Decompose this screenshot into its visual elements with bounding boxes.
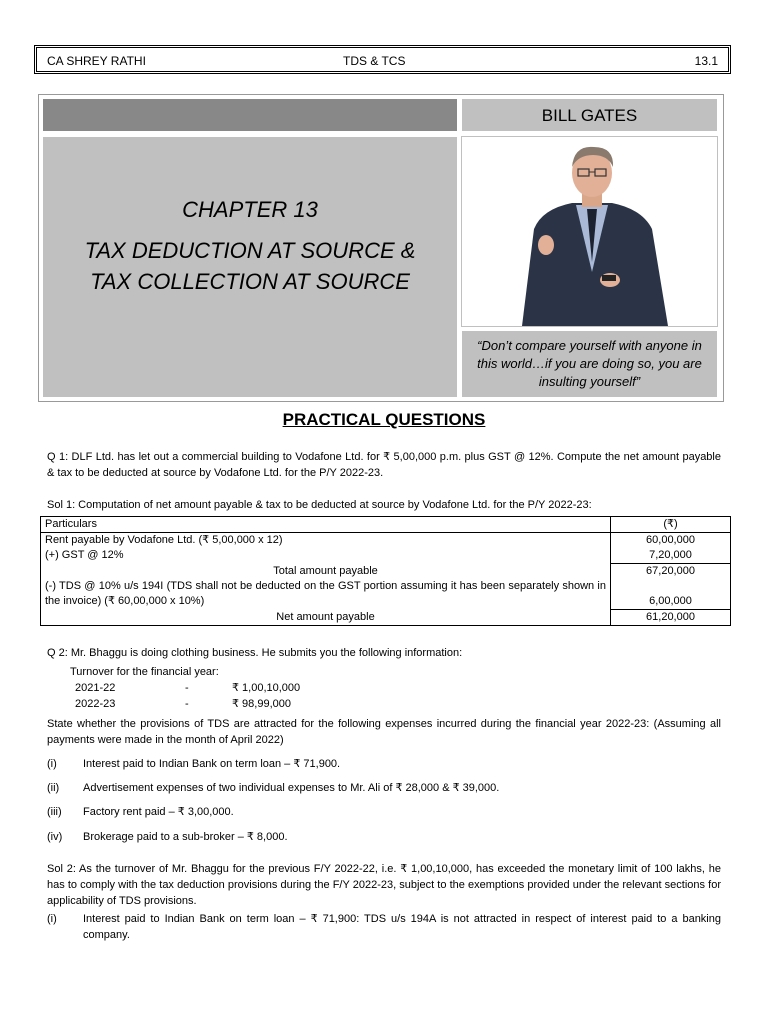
question-1: Q 1: DLF Ltd. has let out a commercial building to Vodafone Ltd. for ₹ 5,00,000 p.m. plus GST @ 12%. Compute the net amount payable & tax to be deducted at source by Vodafone Ltd. for the P/Y 2022-23. <box>47 451 721 479</box>
turnover-value-2: ₹ 98,99,000 <box>232 698 291 710</box>
row-tds-value: 6,00,000 <box>649 595 692 607</box>
turnover-dash-2: - <box>185 698 189 710</box>
person-photo-illustration <box>462 137 717 326</box>
solution-1-intro: Sol 1: Computation of net amount payable & tax to be deducted at source by Vodafone Ltd. for the P/Y 2022-23: <box>47 499 592 511</box>
item-number: (i) <box>47 913 57 925</box>
item-number: (ii) <box>47 782 60 794</box>
item-text: Interest paid to Indian Bank on term loan – ₹ 71,900. <box>83 758 341 770</box>
row-net: Net amount payable <box>41 610 611 626</box>
quote: “Don’t compare yourself with anyone in this world…if you are doing so, you are insulting yourself” <box>461 330 718 398</box>
turnover-year-2: 2022-23 <box>75 698 116 710</box>
turnover-dash-1: - <box>185 682 189 694</box>
section-title: PRACTICAL QUESTIONS <box>282 410 486 429</box>
item-text: Factory rent paid – ₹ 3,00,000. <box>83 806 234 818</box>
solution-2-text: Sol 2: As the turnover of Mr. Bhaggu for the previous F/Y 2022-22, i.e. ₹ 1,00,10,000, has exceeded the monetary limit of 100 lakhs, he has to comply with the tax deduction provisions during the F/Y 2022-23, subject to the exemptions provided under the relevant sections for applicability of TDS provisions. <box>47 863 721 907</box>
question-2-statement: State whether the provisions of TDS are attracted for the following expenses incurred during the financial year 2022-23: (Assuming all payments were made in the month of April 2022) <box>47 718 721 746</box>
turnover-value-1: ₹ 1,00,10,000 <box>232 682 301 694</box>
row-rent: Rent payable by Vodafone Ltd. (₹ 5,00,000 x 12) <box>45 534 283 546</box>
item-number: (i) <box>47 758 57 770</box>
row-rent-value: 60,00,000 <box>646 534 695 546</box>
item-number: (iv) <box>47 831 63 843</box>
row-total-value: 67,20,000 <box>646 565 695 577</box>
row-total: Total amount payable <box>273 564 378 577</box>
header-page-number: 13.1 <box>694 54 718 68</box>
row-tds: (-) TDS @ 10% u/s 194I (TDS shall not be deducted on the GST portion assuming it has been separately shown in the invoice) (₹ 60,00,000 x 10%) <box>45 579 606 607</box>
row-gst-value: 7,20,000 <box>649 549 692 561</box>
chapter-banner <box>38 94 724 402</box>
chapter-title-cell <box>42 136 458 398</box>
table-row <box>41 533 731 564</box>
chapter-title-line-1: TAX DEDUCTION AT SOURCE & <box>84 238 416 263</box>
header-author: CA SHREY RATHI <box>47 54 146 68</box>
row-gst: (+) GST @ 12% <box>45 549 124 561</box>
item-number: (iii) <box>47 806 62 818</box>
chapter-title-line-2: TAX COLLECTION AT SOURCE <box>90 269 410 294</box>
table-row <box>41 564 731 610</box>
computation-table <box>40 516 731 626</box>
row-net-value: 61,20,000 <box>611 610 731 626</box>
banner-dark-cell <box>42 98 458 132</box>
col-amount-header: (₹) <box>611 517 731 533</box>
person-photo <box>461 136 718 327</box>
person-name: BILL GATES <box>461 98 718 132</box>
turnover-year-1: 2021-22 <box>75 682 116 694</box>
turnover-label: Turnover for the financial year: <box>70 666 219 678</box>
table-row <box>41 610 731 626</box>
question-2-intro: Q 2: Mr. Bhaggu is doing clothing business. He submits you the following information: <box>47 647 463 659</box>
table-row <box>41 517 731 533</box>
col-particulars-header: Particulars <box>41 517 611 533</box>
item-text: Interest paid to Indian Bank on term loan – ₹ 71,900: TDS u/s 194A is not attracted in respect of interest paid to a banking company. <box>83 913 721 941</box>
header-subject: TDS & TCS <box>343 54 406 68</box>
chapter-number: CHAPTER 13 <box>182 197 318 222</box>
chapter-title <box>43 235 457 297</box>
item-text: Brokerage paid to a sub-broker – ₹ 8,000. <box>83 831 288 843</box>
page-header <box>34 45 731 74</box>
item-text: Advertisement expenses of two individual expenses to Mr. Ali of ₹ 28,000 & ₹ 39,000. <box>83 782 500 794</box>
